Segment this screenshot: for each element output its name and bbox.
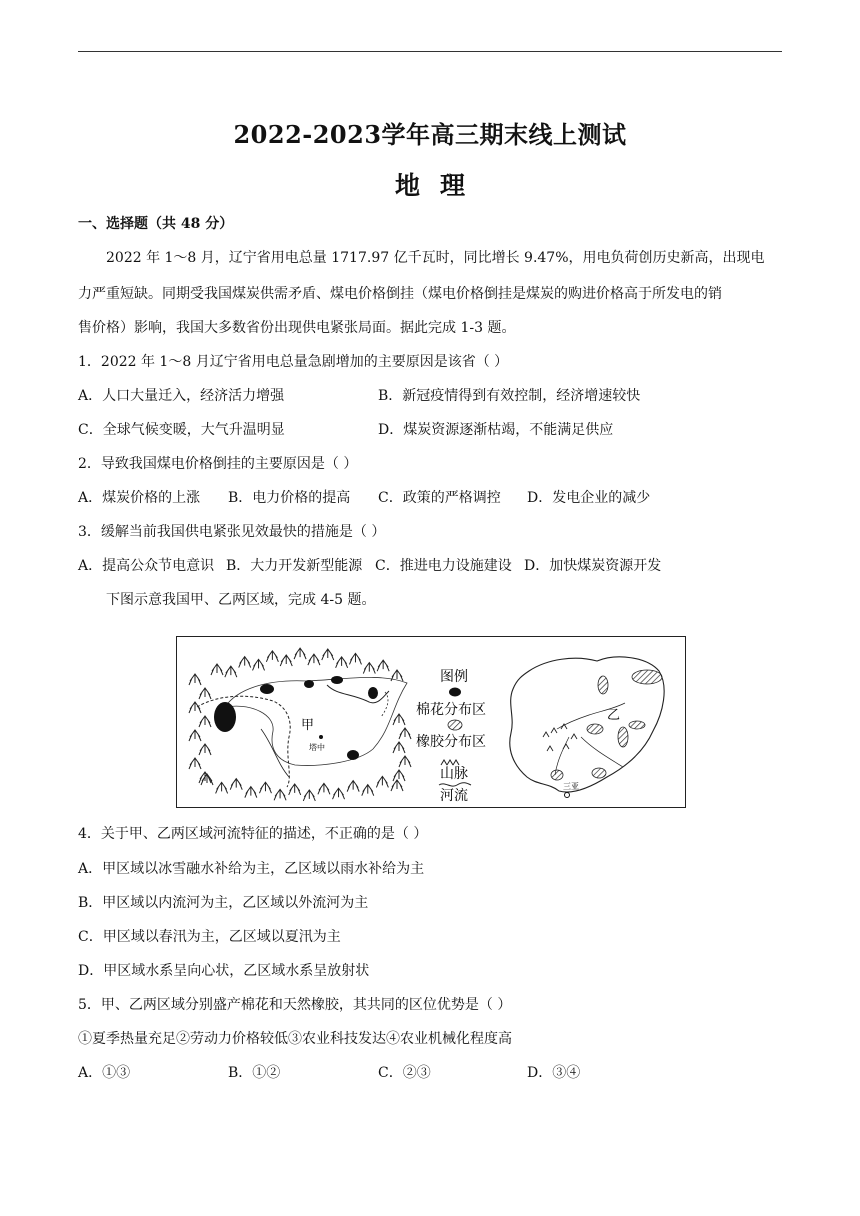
mountain-symbol: [199, 688, 211, 699]
mountain-symbol: [347, 781, 359, 792]
region-map-figure: [176, 636, 686, 808]
q1-option-a: A．人口大量迁入，经济活力增强: [78, 388, 285, 404]
q4-option-b: B．甲区域以内流河为主，乙区域以外流河为主: [78, 895, 369, 911]
mountain-symbol: [280, 655, 292, 666]
rubber-area: [632, 670, 662, 684]
rubber-area: [587, 724, 603, 734]
legend-mountain-swatch: [441, 760, 459, 765]
legend-rubber: 橡胶分布区: [416, 734, 486, 750]
mountain-symbol: [393, 742, 405, 753]
q2-option-c: C．政策的严格调控: [378, 490, 501, 506]
q1-option-c: C．全球气候变暖，大气升温明显: [78, 422, 285, 438]
label-tazhong: 塔中: [309, 743, 325, 752]
q5-option-c: C．②③: [378, 1065, 431, 1081]
mountain-symbol: [336, 657, 348, 668]
q4-option-c: C．甲区域以春汛为主，乙区域以夏汛为主: [78, 929, 341, 945]
mountain-symbol: [230, 779, 242, 790]
mountain-symbol: [322, 649, 334, 660]
cotton-area: [260, 684, 274, 694]
q4-option-d: D．甲区域水系呈向心状，乙区域水系呈放射状: [78, 963, 370, 979]
q5-stem: 5．甲、乙两区域分别盛产棉花和天然橡胶，其共同的区位优势是（ ）: [78, 997, 512, 1013]
mountain-symbol: [308, 654, 320, 665]
sanya-dot: [565, 793, 570, 798]
river-line: [261, 729, 289, 777]
rubber-area: [551, 770, 563, 780]
q2-stem: 2．导致我国煤电价格倒挂的主要原因是（ ）: [78, 456, 358, 472]
section-heading: 一、选择题（共 48 分）: [78, 216, 234, 232]
mountain-symbol: [289, 784, 301, 795]
river-line: [327, 685, 389, 703]
cotton-area: [347, 750, 359, 760]
q3-option-a: A．提高公众节电意识: [78, 558, 215, 574]
legend-river: 河流: [440, 788, 468, 804]
mountain-symbol: [391, 780, 403, 791]
mountain-symbol: [189, 730, 201, 741]
region-yi: [510, 657, 664, 798]
q5-option-b: B．①②: [228, 1065, 281, 1081]
basin-boundary: [225, 677, 407, 765]
cotton-area: [331, 676, 343, 684]
mountain-symbol: [333, 788, 345, 799]
river-line: [581, 737, 623, 767]
label-yi: 乙: [607, 708, 621, 723]
tarim-river: [197, 696, 290, 787]
passage1-line2: 力严重短缺。同期受我国煤炭供需矛盾、煤电价格倒挂（煤电价格倒挂是煤炭的购进价格高于所发电的销: [78, 286, 722, 302]
rubber-area: [618, 727, 628, 747]
legend-cotton-swatch: [449, 688, 461, 697]
mountain-symbol: [349, 653, 361, 664]
q4-stem: 4．关于甲、乙两区域河流特征的描述，不正确的是（ ）: [78, 826, 428, 842]
legend-cotton: 棉花分布区: [416, 702, 486, 718]
cotton-area: [304, 680, 314, 688]
q1-option-b: B．新冠疫情得到有效控制，经济增速较快: [378, 388, 641, 404]
mountain-symbol: [377, 660, 389, 671]
mountain-symbol: [189, 758, 201, 769]
legend-mountain: 山脉: [440, 766, 468, 782]
mountain-symbol: [294, 648, 306, 659]
mountain-symbol: [259, 782, 271, 793]
mountain-symbol: [363, 663, 375, 674]
passage2: 下图示意我国甲、乙两区域，完成 4-5 题。: [106, 592, 376, 608]
q4-option-a: A．甲区域以冰雪融水补给为主，乙区域以雨水补给为主: [78, 861, 425, 877]
q5-option-a: A．①③: [78, 1065, 131, 1081]
mountain-symbol: [245, 787, 257, 798]
header-rule: [78, 51, 782, 52]
mountain-symbol: [393, 770, 405, 781]
region-map-svg: [177, 637, 685, 807]
mountain-symbol: [239, 657, 251, 668]
q1-stem: 1．2022 年 1～8 月辽宁省用电总量急剧增加的主要原因是该省（ ）: [78, 354, 509, 370]
mountain-symbol: [225, 666, 237, 677]
mountain-symbol: [399, 728, 411, 739]
label-jia: 甲: [301, 718, 315, 733]
legend-river-swatch: [439, 783, 471, 786]
mountain-symbol: [189, 702, 201, 713]
subject-title: [0, 166, 860, 202]
q2-option-b: B．电力价格的提高: [228, 490, 351, 506]
mountain-symbol: [303, 790, 315, 801]
mountain-symbol: [362, 785, 374, 796]
river-line: [555, 737, 569, 775]
legend-title: 图例: [440, 669, 468, 685]
mountain-ridge: [543, 724, 577, 751]
mountain-symbol: [376, 776, 388, 787]
exam-title: 2022-2023学年高三期末线上测试: [233, 120, 627, 149]
map-legend: [416, 669, 486, 804]
mountain-symbol: [318, 783, 330, 794]
passage1-line1: 2022 年 1～8 月，辽宁省用电总量 1717.97 亿千瓦时，同比增长 9.47%，用电负荷创历史新高，出现电: [106, 250, 765, 266]
mountain-symbol: [211, 664, 223, 675]
tazhong-dot: [319, 735, 323, 739]
mountain-symbol: [199, 716, 211, 727]
q3-option-b: B．大力开发新型能源: [226, 558, 363, 574]
cotton-area: [214, 702, 236, 732]
region-jia: [189, 648, 411, 801]
label-sanya: 三亚: [563, 782, 579, 791]
mountain-symbol: [274, 789, 286, 800]
q3-option-d: D．加快煤炭资源开发: [524, 558, 662, 574]
rubber-area: [598, 676, 608, 694]
mountain-symbol: [266, 651, 278, 662]
q2-option-a: A．煤炭价格的上涨: [78, 490, 201, 506]
rubber-area: [629, 721, 645, 729]
legend-rubber-swatch: [448, 720, 462, 730]
passage1-line3: 售价格）影响，我国大多数省份出现供电紧张局面。据此完成 1-3 题。: [78, 320, 516, 336]
mountain-symbol: [199, 744, 211, 755]
mountain-symbol: [393, 714, 405, 725]
subject-char-1: 地: [394, 171, 420, 200]
cotton-area: [368, 687, 378, 699]
rubber-area: [592, 768, 606, 778]
mountain-symbol: [189, 674, 201, 685]
q5-items: ①夏季热量充足②劳动力价格较低③农业科技发达④农业机械化程度高: [78, 1031, 512, 1047]
q3-option-c: C．推进电力设施建设: [375, 558, 512, 574]
q3-stem: 3．缓解当前我国供电紧张见效最快的措施是（ ）: [78, 524, 386, 540]
q5-option-d: D．③④: [527, 1065, 581, 1081]
mountain-symbol: [216, 782, 228, 793]
mountain-symbol: [253, 659, 265, 670]
q2-option-d: D．发电企业的减少: [527, 490, 651, 506]
mountain-symbol: [399, 756, 411, 767]
subject-char-2: 理: [440, 171, 466, 200]
q1-option-d: D．煤炭资源逐渐枯竭，不能满足供应: [378, 422, 614, 438]
